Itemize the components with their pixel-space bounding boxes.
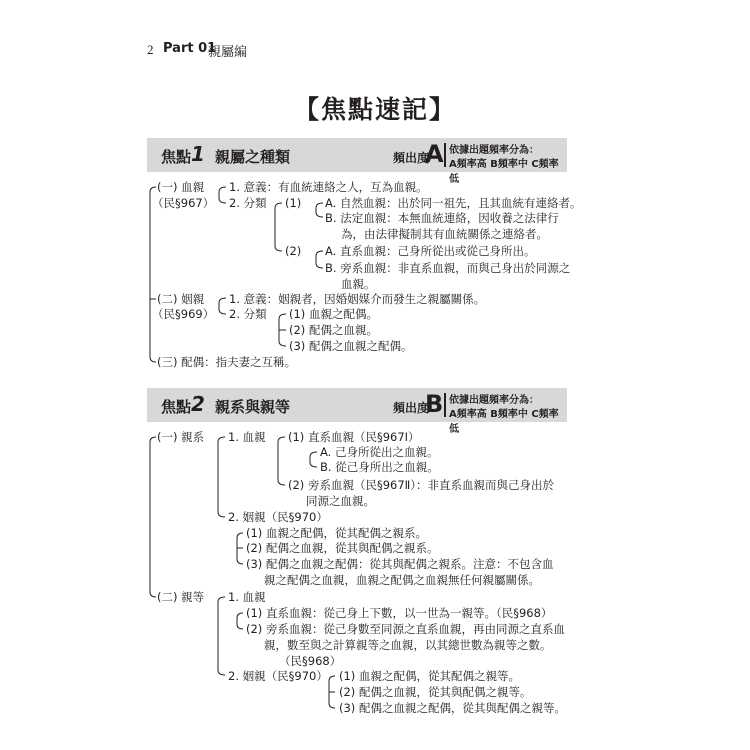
list-item-continued: 血親。 bbox=[341, 277, 376, 291]
list-item: (2) 旁系血親（民§967Ⅱ）：非直系血親而與己身出於 bbox=[288, 478, 555, 492]
list-marker: (1) bbox=[285, 196, 302, 210]
list-item: B. 旁系血親：非直系血親，而與己身出於同源之 bbox=[325, 261, 571, 275]
list-item: A. 自然血親：出於同一祖先，且其血統有連絡者。 bbox=[325, 196, 582, 210]
connector bbox=[237, 613, 243, 629]
focus-number: 2 bbox=[191, 392, 205, 416]
list-item: (1) 血親之配偶，從其配偶之親系。 bbox=[246, 526, 427, 540]
frequency-label: 頻出度 bbox=[393, 401, 430, 415]
list-item: (2) 旁系血親：從己身數至同源之直系血親，再由同源之直系血 bbox=[246, 622, 565, 636]
part-title: 親屬編 bbox=[208, 45, 248, 60]
list-item: B. 法定血親：本無血統連絡，因收養之法律行 bbox=[325, 211, 559, 225]
list-item-continued: 同源之血親。 bbox=[306, 494, 375, 508]
connector bbox=[329, 676, 335, 708]
connector bbox=[219, 298, 226, 314]
connector bbox=[218, 437, 225, 517]
focus-topic: 親屬之種類 bbox=[215, 148, 291, 166]
list-item: (2) 配偶之血親，從其與配偶之親等。 bbox=[339, 685, 532, 699]
frequency-grade: A bbox=[425, 140, 444, 168]
list-item: (3) 配偶之血親之配偶。 bbox=[289, 339, 413, 353]
divider bbox=[444, 393, 446, 417]
connector bbox=[310, 452, 317, 467]
list-item: (2) 配偶之血親，從其與配偶之親系。 bbox=[246, 541, 439, 555]
list-item: (1) 直系血親（民§967Ⅰ） bbox=[288, 430, 420, 444]
focus-2-banner bbox=[147, 388, 567, 435]
focus-1-banner bbox=[147, 138, 567, 185]
connector bbox=[150, 437, 156, 597]
blood-relatives-heading: (一) 血親 bbox=[157, 180, 205, 194]
divider bbox=[444, 143, 446, 167]
connector bbox=[150, 187, 156, 362]
part-label: Part 01 bbox=[163, 41, 217, 56]
frequency-scale: A頻率高 B頻率中 C頻率低 bbox=[449, 159, 559, 185]
list-item: 2. 姻親（民§970） bbox=[228, 510, 328, 524]
connector bbox=[219, 187, 226, 203]
list-item: 1. 血親 bbox=[228, 430, 266, 444]
in-law-heading: (二) 姻親 bbox=[157, 292, 205, 306]
kinship-degree-heading: (二) 親等 bbox=[157, 590, 205, 604]
focus-label: 焦點 bbox=[161, 398, 192, 416]
list-item: (1) 血親之配偶。 bbox=[289, 307, 378, 321]
definition-line: 1. 意義：有血統連絡之人，互為血親。 bbox=[229, 180, 428, 194]
connector bbox=[316, 251, 323, 268]
list-item: (2) 配偶之血親。 bbox=[289, 323, 378, 337]
definition-line: 1. 意義：姻親者，因婚姻媒介而發生之親屬關係。 bbox=[229, 292, 486, 306]
list-item: 1. 血親 bbox=[228, 590, 266, 604]
connector bbox=[279, 314, 286, 346]
list-marker: (2) bbox=[285, 244, 302, 258]
focus-number: 1 bbox=[191, 142, 205, 166]
connector bbox=[237, 533, 243, 564]
list-item: A. 己身所從出之血親。 bbox=[320, 445, 439, 459]
list-item-continued: 親之配偶之血親，血親之配偶之血親無任何親屬關係。 bbox=[264, 573, 540, 587]
connector bbox=[316, 203, 323, 217]
list-item: (1) 血親之配偶，從其配偶之親等。 bbox=[339, 669, 520, 683]
kinship-line-heading: (一) 親系 bbox=[157, 430, 205, 444]
list-item-continued: 為，由法律擬制其有血統關係之連絡者。 bbox=[341, 227, 548, 241]
frequency-grade: B bbox=[425, 390, 444, 418]
law-reference: （民§967） bbox=[152, 196, 215, 210]
frequency-label: 頻出度 bbox=[393, 151, 430, 165]
list-item: (3) 配偶之血親之配偶：從其與配偶之親系。注意：不包含血 bbox=[246, 557, 554, 571]
frequency-note: 依據出題頻率分為： bbox=[449, 395, 539, 406]
list-item-continued: 親，數至與之計算親等之血親，以其總世數為親等之數。 bbox=[264, 638, 552, 652]
classification-line: 2. 分類 bbox=[229, 307, 267, 321]
spouse-heading: (三) 配偶：指夫妻之互稱。 bbox=[157, 355, 297, 369]
frequency-scale: A頻率高 B頻率中 C頻率低 bbox=[449, 409, 559, 435]
list-item: 2. 姻親（民§970） bbox=[228, 669, 328, 683]
focus-label: 焦點 bbox=[161, 148, 192, 166]
list-item: (1) 直系血親：從己身上下數，以一世為一親等。（民§968） bbox=[246, 606, 553, 620]
page-title: 【焦點速記】 bbox=[293, 95, 456, 124]
list-item-continued: （民§968） bbox=[279, 654, 342, 668]
frequency-note: 依據出題頻率分為： bbox=[449, 145, 539, 156]
page-number: 2 bbox=[147, 42, 154, 57]
list-item: A. 直系血親：己身所從出或從己身所出。 bbox=[325, 244, 536, 258]
list-item: B. 從己身所出之血親。 bbox=[320, 460, 439, 474]
connector bbox=[278, 437, 285, 485]
connector bbox=[275, 203, 282, 251]
list-item: (3) 配偶之血親之配偶，從其與配偶之親等。 bbox=[339, 701, 566, 715]
classification-line: 2. 分類 bbox=[229, 196, 267, 210]
focus-topic: 親系與親等 bbox=[215, 398, 291, 416]
connector bbox=[218, 597, 225, 675]
law-reference: （民§969） bbox=[152, 307, 215, 321]
